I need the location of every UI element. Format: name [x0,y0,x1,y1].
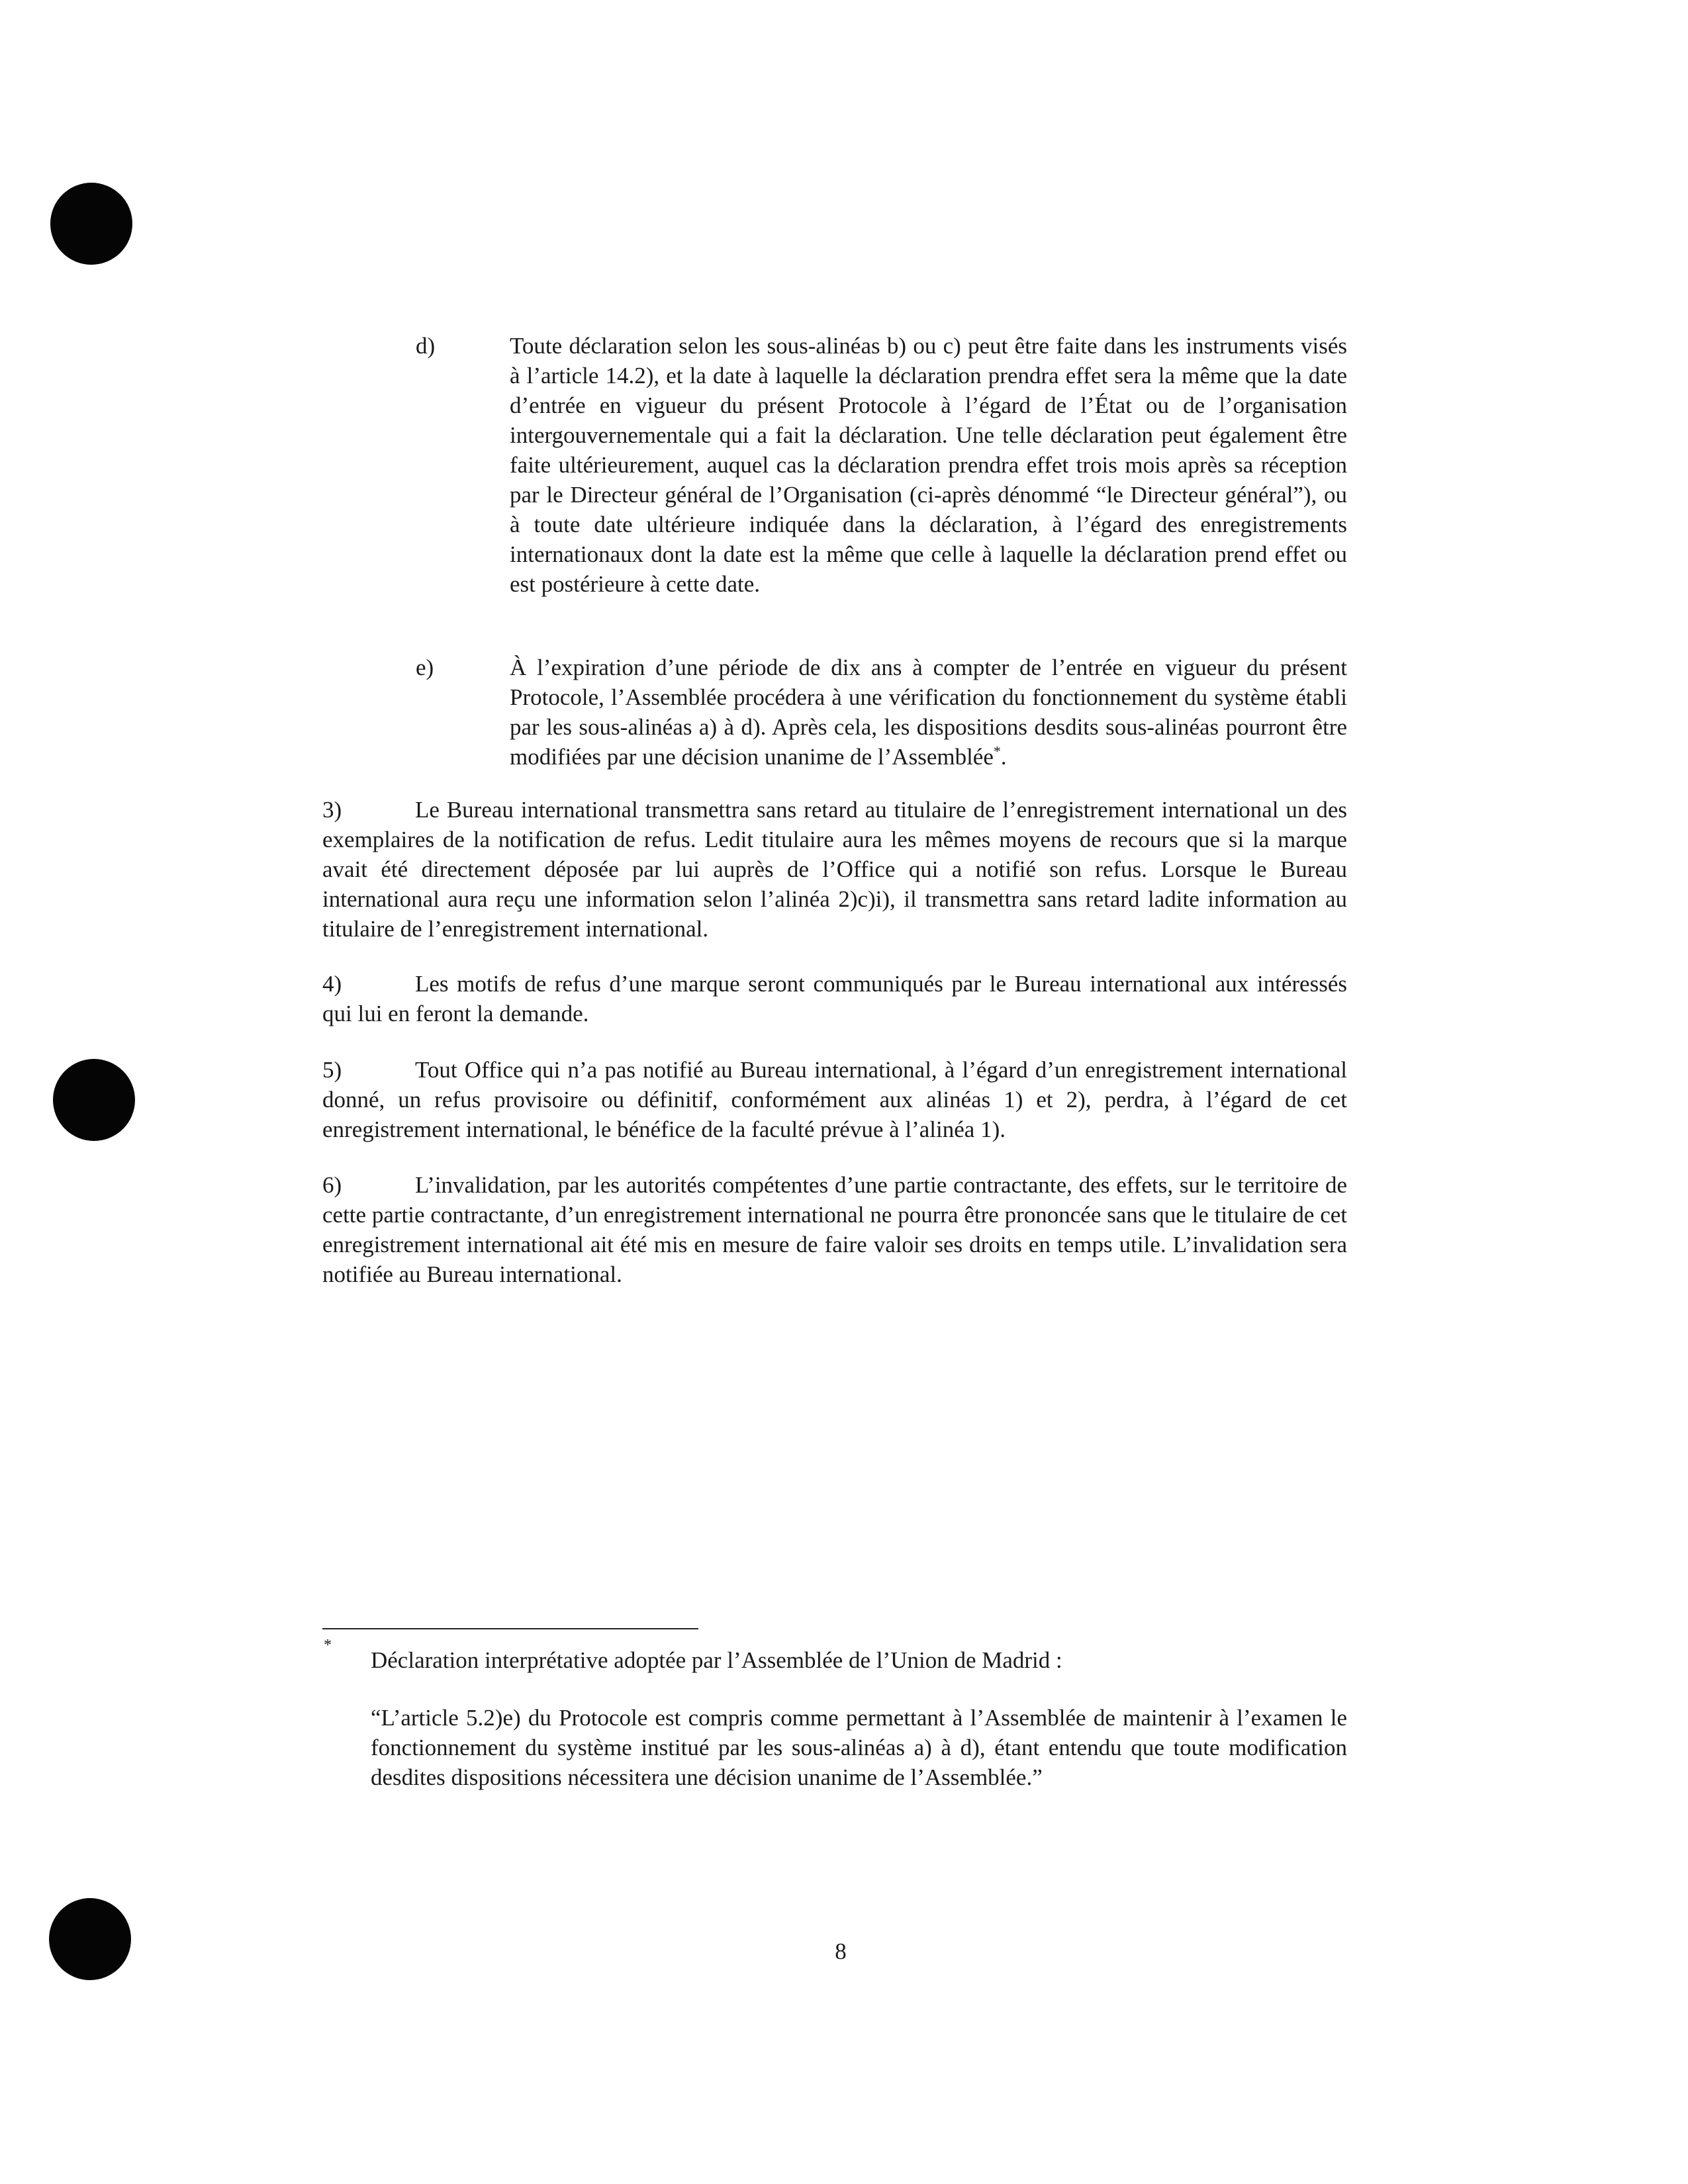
paragraph-4 [322,969,1347,1028]
footnote-reference: * [993,743,1001,760]
footnote-intro: Déclaration interprétative adoptée par l’Assemblée de l’Union de Madrid : [371,1647,1062,1673]
subparagraph-text-e: À l’expiration d’une période de dix ans à compter de l’entrée en vigueur du présent Protocole, l’Assemblée procédera à une vérification du fonctionnement du système établi par les sous-alinéas a) à d). Après cela, les dispositions desdits sous-alinéas pourront être modifiées par une décision unanime de l’Assemblée [510,655,1347,770]
paragraph-text: L’invalidation, par les autorités compétentes d’une partie contractante, des effets, sur le territoire de cette partie contractante, d’un enregistrement international ne pourra être prononcée sans que le titulaire de cet enregistrement international ait été mis en mesure de faire valoir ses droits en temps utile. L’invalidation sera notifiée au Bureau international. [322,1172,1347,1287]
paragraph-3 [322,795,1347,944]
punch-hole-top [50,183,132,265]
page-number: 8 [835,1938,847,1964]
paragraph-text: Le Bureau international transmettra sans retard au titulaire de l’enregistrement international un des exemplaires de la notification de refus. Ledit titulaire aura les mêmes moyens de recours que si la marque avait été directement déposée par lui auprès de l’Office qui a notifié son refus. Lorsque le Bureau international aura reçu une information selon l’alinéa 2)c)i), il transmettra sans retard ladite information au titulaire de l’enregistrement international. [322,797,1347,942]
subparagraph-label-e: e) [416,655,434,680]
paragraph-number: 4) [322,971,342,997]
punch-hole-bottom [49,1898,131,1980]
paragraph-6 [322,1170,1347,1289]
paragraph-number: 5) [322,1057,342,1083]
footnote-marker: * [324,1637,332,1654]
subparagraph-block-e: À l’expiration d’une période de dix ans à compter de l’entrée en vigueur du présent Protocole, l’Assemblée procédera à une vérification du fonctionnement du système établi par les sous-alinéas a) à d). Après cela, les dispositions desdits sous-alinéas pourront être modifiées par une décision unanime de l’Assemblée*. [510,655,1347,770]
paragraph-text: Tout Office qui n’a pas notifié au Bureau international, à l’égard d’un enregistrement international donné, un refus provisoire ou définitif, conformément aux alinéas 1) et 2), perdra, à l’égard de cet enregistrement international, le bénéfice de la faculté prévue à l’alinéa 1). [322,1057,1347,1142]
footnote-separator [322,1628,698,1629]
subparagraph-text-d: Toute déclaration selon les sous-alinéas b) ou c) peut être faite dans les instruments visés à l’article 14.2), et la date à laquelle la déclaration prendra effet sera la même que la date d’entrée en vigueur du présent Protocole à l’égard de l’État ou de l’organisation intergouvernementale qui a fait la déclaration. Une telle déclaration peut également être faite ultérieurement, auquel cas la déclaration prendra effet trois mois après sa réception par le Directeur général de l’Organisation (ci-après dénommé “le Directeur général”), ou à toute date ultérieure indiquée dans la déclaration, à l’égard des enregistrements internationaux dont la date est la même que celle à laquelle la déclaration prend effet ou est postérieure à cette date. [510,333,1347,597]
paragraph-number: 3) [322,797,342,823]
footnote-quote: “L’article 5.2)e) du Protocole est compris comme permettant à l’Assemblée de maintenir à l’examen le fonctionnement du système institué par les sous-alinéas a) à d), étant entendu que toute modification desdites dispositions nécessitera une décision unanime de l’Assemblée.” [371,1705,1347,1790]
paragraph-5 [322,1055,1347,1144]
paragraph-number: 6) [322,1172,342,1198]
punch-hole-middle [53,1059,135,1141]
paragraph-text: Les motifs de refus d’une marque seront communiqués par le Bureau international aux intéressés qui lui en feront la demande. [322,971,1347,1026]
subparagraph-label-d: d) [416,333,436,359]
